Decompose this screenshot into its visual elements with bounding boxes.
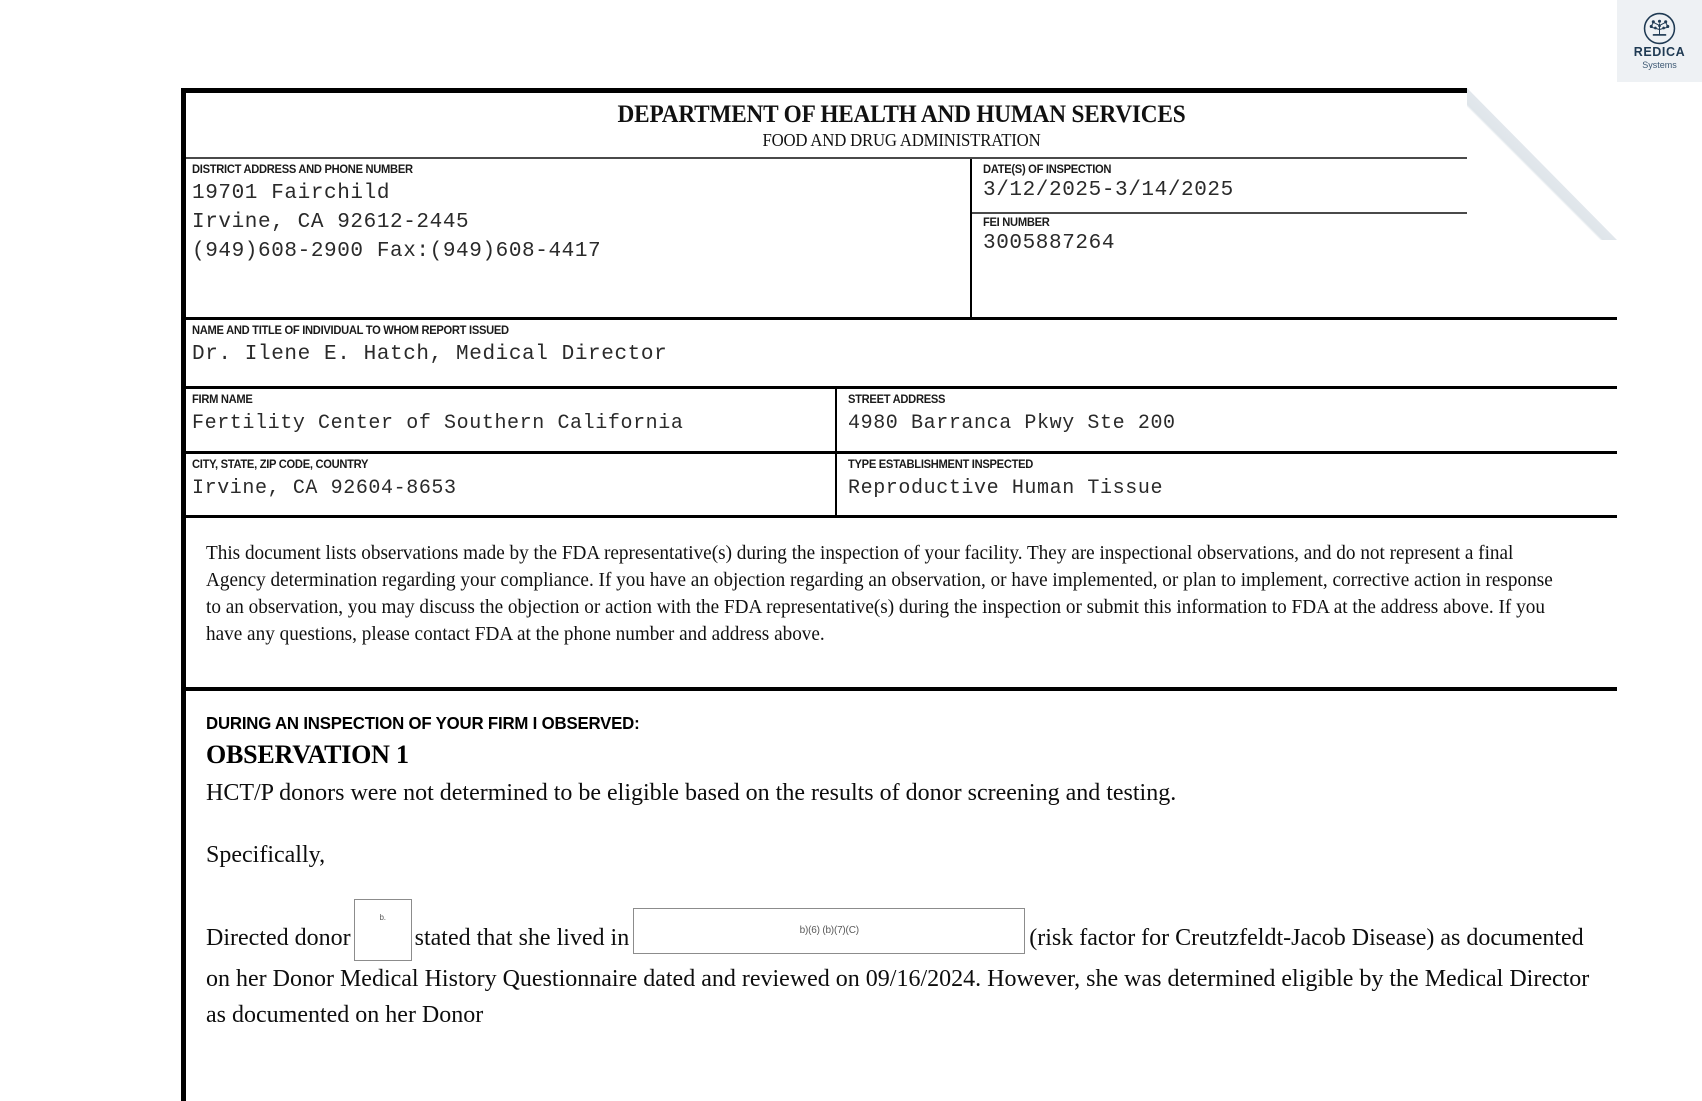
fei-number-value: 3005887264 [983,232,1116,255]
district-address-line-2: Irvine, CA 92612-2445 [192,211,470,234]
dates-of-inspection-value: 3/12/2025-3/14/2025 [983,179,1234,202]
street-address-cell [837,389,1617,451]
redaction-label: b)(6) (b)(7)(C) [799,925,859,936]
dates-of-inspection-cell [972,159,1617,212]
firm-name-cell [186,389,837,451]
redaction-label-small: b. [379,913,386,922]
form-row-firm [186,386,1617,451]
redica-systems-logo [1617,0,1702,82]
form-border [181,88,1617,1101]
city-state-zip-cell [186,454,837,515]
establishment-type-value: Reproductive Human Tissue [848,477,1164,500]
notice-section [186,515,1617,687]
district-address-cell [186,159,972,317]
logo-subtitle: Systems [1642,59,1677,70]
fei-number-cell [972,212,1617,317]
logo-wordmark: REDICA [1633,45,1686,60]
observation-body [206,899,1597,1033]
individual-cell [186,320,1617,386]
city-state-zip-value: Irvine, CA 92604-8653 [192,477,457,500]
redaction-box-location [633,908,1025,954]
form-row-address [186,157,1617,317]
district-address-line-3: (949)608-2900 Fax:(949)608-4417 [192,240,602,263]
fei-number-label: FEI NUMBER [983,217,1050,229]
viewer-right-margin [1617,0,1702,1101]
firm-name-value: Fertility Center of Southern California [192,412,684,435]
street-address-label: STREET ADDRESS [848,394,946,406]
agency-title: FOOD AND DRUG ADMINISTRATION [762,130,1041,150]
firm-name-label: FIRM NAME [192,394,253,406]
redica-tree-icon [1643,12,1676,45]
observation-number-heading: OBSERVATION 1 [206,740,409,769]
notice-paragraph: This document lists observations made by the FDA representative(s) during the inspection of your facility. They are inspectional observations, and do not represent a final Agency determination regarding your compliance. If you have an objection regarding an observation, or have implemented, or plan to implement, corrective action in response to an observation, you may discuss the objection or action with the FDA representative(s) during the inspection or submit this information to FDA at the address above. If you have any questions, please contact FDA at the phone number and address above. [206,543,1553,645]
establishment-type-label: TYPE ESTABLISHMENT INSPECTED [848,459,1034,471]
observation-body-part-1: Directed donor [206,925,351,951]
redaction-box-donor-id [354,899,412,961]
district-address-label: DISTRICT ADDRESS AND PHONE NUMBER [192,164,413,176]
inspection-meta-cell [972,159,1617,317]
district-address-line-1: 19701 Fairchild [192,182,391,205]
form-row-city [186,451,1617,515]
observation-body-part-2: stated that she lived in [414,925,630,951]
observation-spacer-2 [206,873,1597,899]
viewer-left-margin [0,0,181,1101]
fda-483-form-page [181,88,1617,1101]
observation-intro-heading: DURING AN INSPECTION OF YOUR FIRM I OBSERVED: [206,713,640,733]
observation-body-part-3: (risk factor for Creutzfeldt-Jacob Disease) as documented on her Donor Medical History Questionnaire dated and reviewed on 09/16/2024. However, she was determined eligible by the Medical Director as documented on her Donor [206,925,1590,1028]
city-state-zip-label: CITY, STATE, ZIP CODE, COUNTRY [192,459,369,471]
observation-spacer [206,811,1597,837]
establishment-type-cell [837,454,1617,515]
individual-value: Dr. Ilene E. Hatch, Medical Director [192,343,668,366]
dates-of-inspection-label: DATE(S) OF INSPECTION [983,164,1112,176]
observation-section [186,687,1617,1033]
observation-summary: HCT/P donors were not determined to be eligible based on the results of donor screening and testing. [206,780,1177,806]
department-title: DEPARTMENT OF HEALTH AND HUMAN SERVICES [617,101,1186,128]
individual-label: NAME AND TITLE OF INDIVIDUAL TO WHOM REPORT ISSUED [192,325,509,337]
observation-specifically-label: Specifically, [206,842,326,868]
form-row-individual [186,317,1617,386]
street-address-value: 4980 Barranca Pkwy Ste 200 [848,412,1176,435]
